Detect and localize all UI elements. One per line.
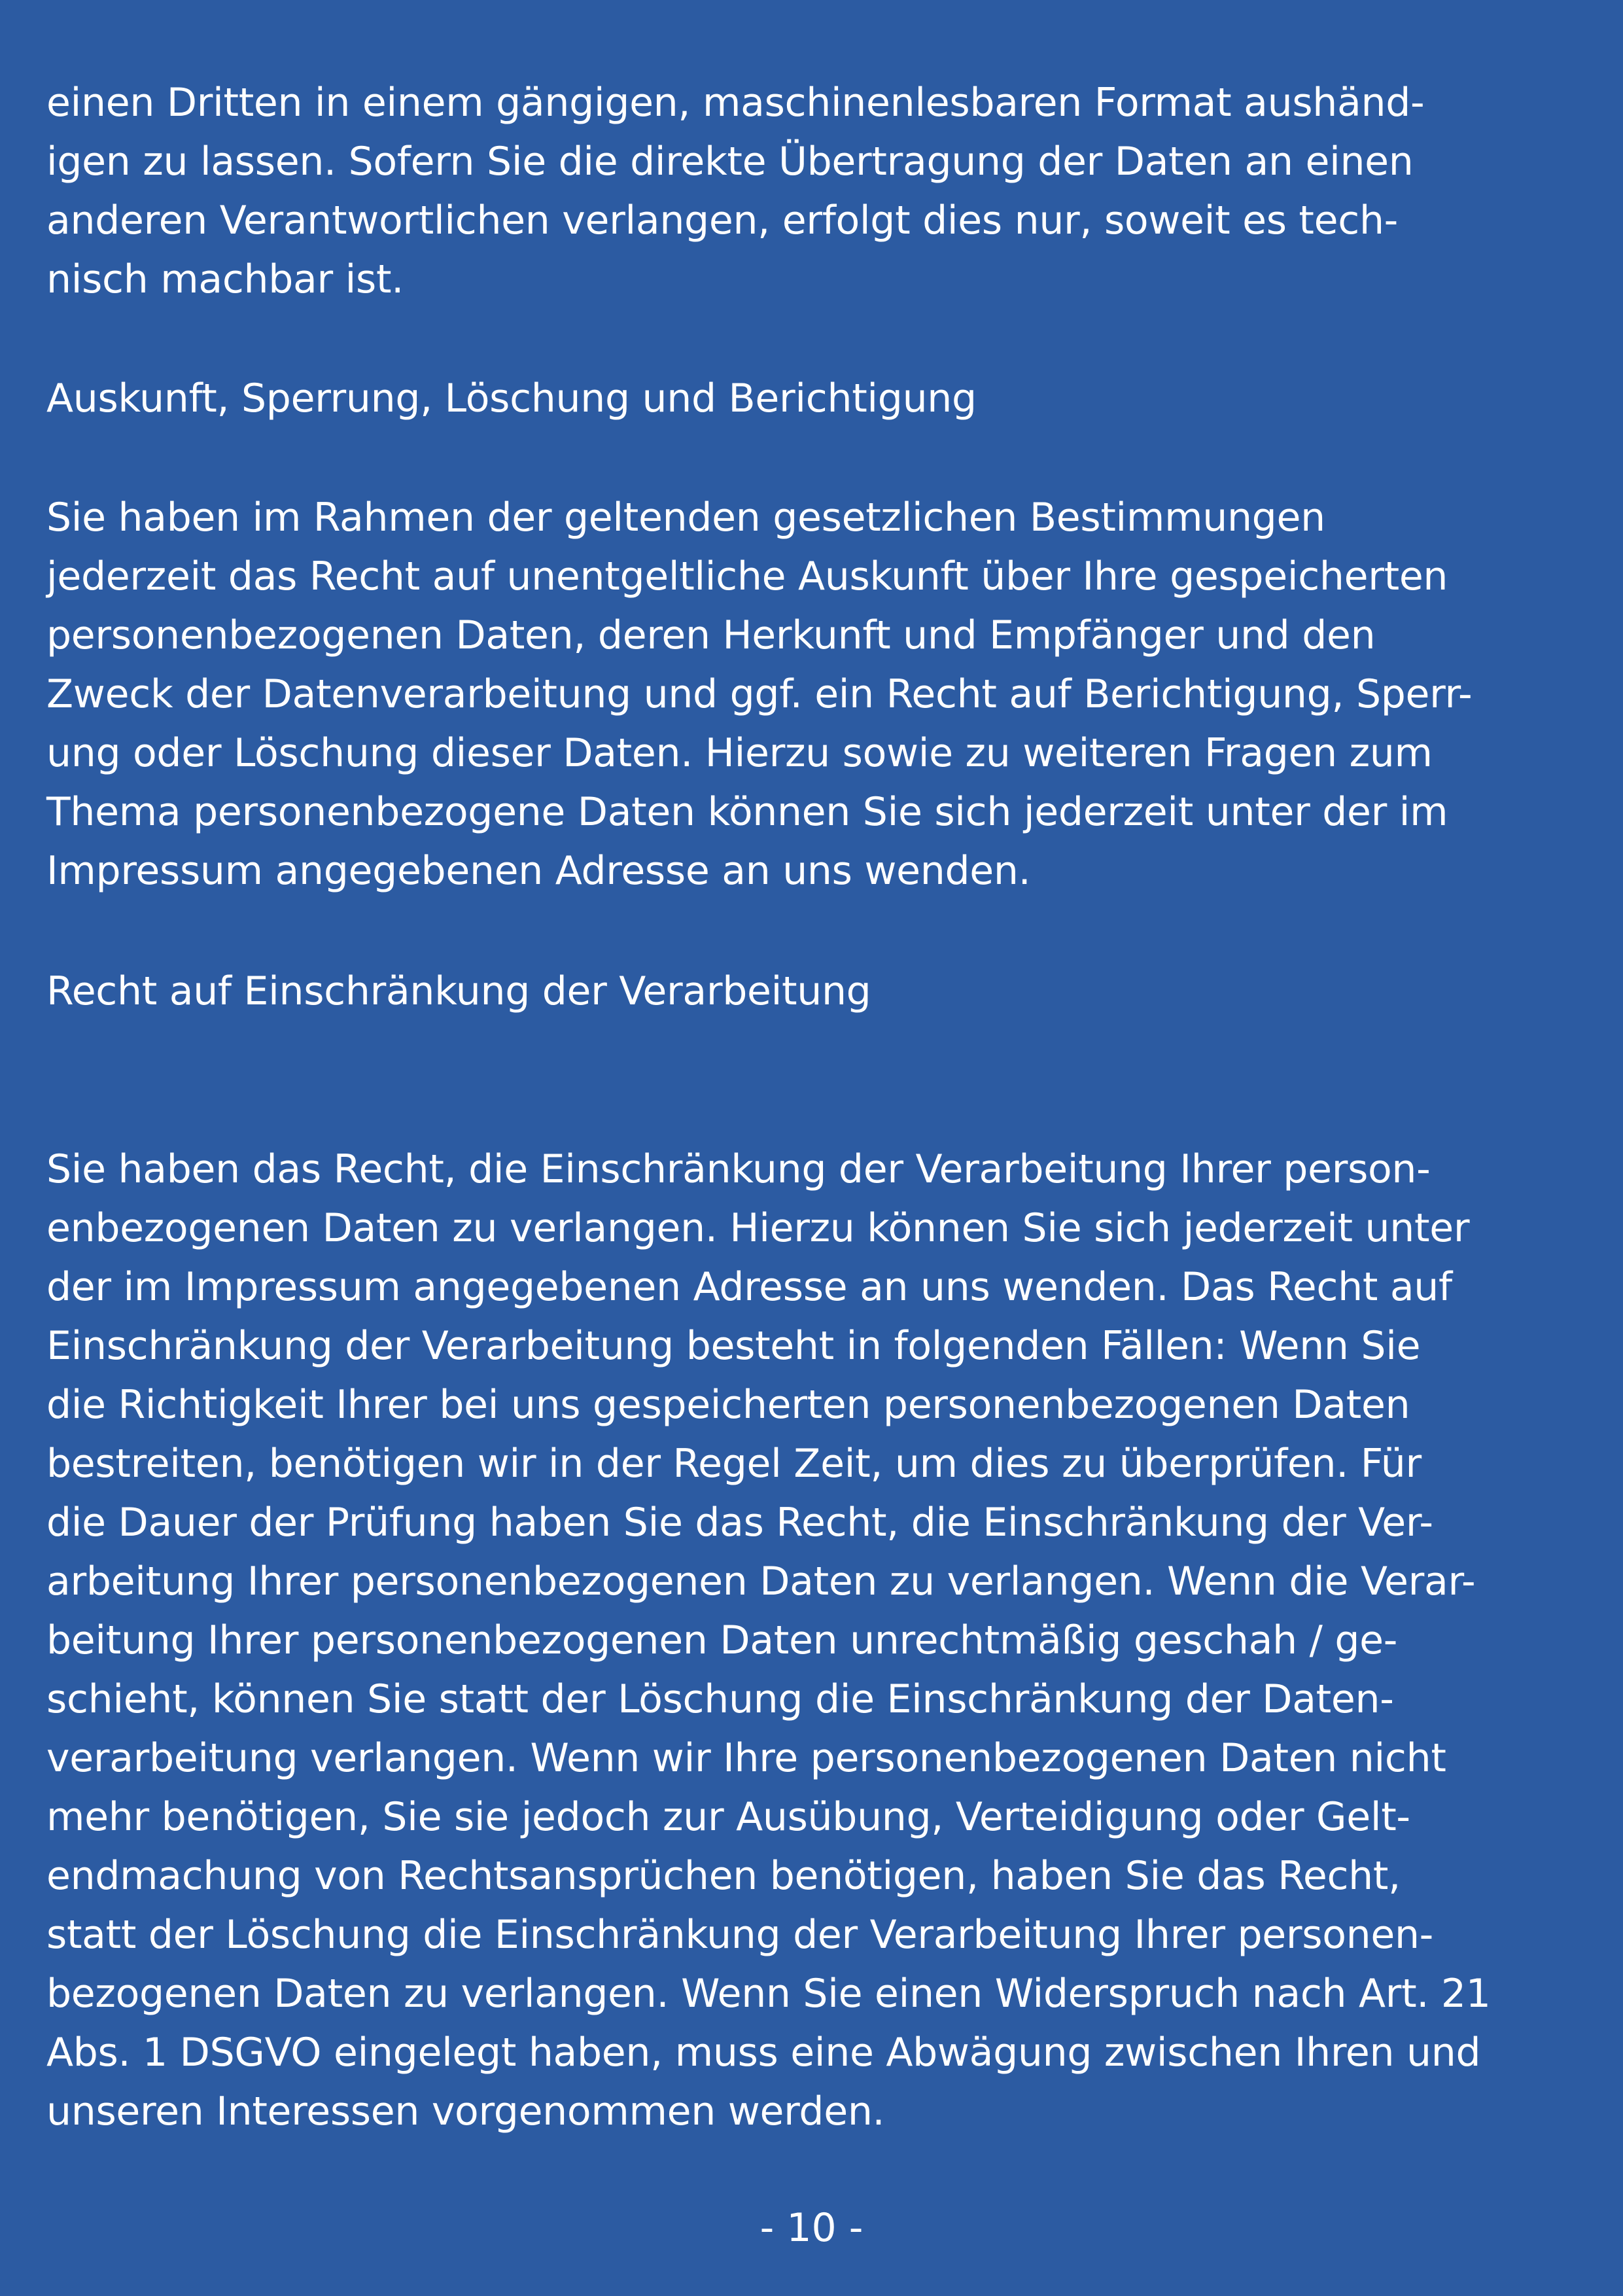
paragraph-3-line: schieht, können Sie statt der Löschung die Einschränkung der Daten- (46, 1676, 1394, 1722)
paragraph-3-line: die Richtigkeit Ihrer bei uns gespeicherten personenbezogenen Daten (46, 1382, 1410, 1428)
paragraph-3-line: die Dauer der Prüfung haben Sie das Recht, die Einschränkung der Ver- (46, 1500, 1433, 1545)
paragraph-3-line: enbezogenen Daten zu verlangen. Hierzu können Sie sich jederzeit unter (46, 1205, 1470, 1251)
page-number: - 10 - (759, 2205, 864, 2251)
paragraph-2-line: ung oder Löschung dieser Daten. Hierzu sowie zu weiteren Fragen zum (46, 730, 1433, 776)
paragraph-1-line: igen zu lassen. Sofern Sie die direkte Übertragung der Daten an einen (46, 139, 1414, 185)
paragraph-3-line: arbeitung Ihrer personenbezogenen Daten zu verlangen. Wenn die Verar- (46, 1559, 1476, 1604)
paragraph-3-line: Einschränkung der Verarbeitung besteht in folgenden Fällen: Wenn Sie (46, 1323, 1421, 1369)
paragraph-2-line: personenbezogenen Daten, deren Herkunft und Empfänger und den (46, 612, 1376, 658)
paragraph-3-line: verarbeitung verlangen. Wenn wir Ihre personenbezogenen Daten nicht (46, 1735, 1446, 1781)
paragraph-1-line: nisch machbar ist. (46, 256, 404, 302)
section-heading-einschraenkung: Recht auf Einschränkung der Verarbeitung (46, 968, 871, 1014)
paragraph-3-line: endmachung von Rechtsansprüchen benötigen, haben Sie das Recht, (46, 1853, 1401, 1899)
paragraph-2-line: Impressum angegebenen Adresse an uns wenden. (46, 848, 1031, 894)
paragraph-2-line: jederzeit das Recht auf unentgeltliche Auskunft über Ihre gespeicherten (46, 554, 1448, 599)
paragraph-2-line: Sie haben im Rahmen der geltenden gesetzlichen Bestimmungen (46, 495, 1325, 540)
paragraph-3-line: beitung Ihrer personenbezogenen Daten unrechtmäßig geschah / ge- (46, 1617, 1398, 1663)
paragraph-3-line: bestreiten, benötigen wir in der Regel Zeit, um dies zu überprüfen. Für (46, 1441, 1422, 1487)
paragraph-3-line: mehr benötigen, Sie sie jedoch zur Ausübung, Verteidigung oder Gelt- (46, 1794, 1410, 1840)
paragraph-2-line: Zweck der Datenverarbeitung und ggf. ein Recht auf Berichtigung, Sperr- (46, 671, 1473, 717)
paragraph-1-line: anderen Verantwortlichen verlangen, erfolgt dies nur, soweit es tech- (46, 198, 1399, 243)
paragraph-3-line: der im Impressum angegebenen Adresse an uns wenden. Das Recht auf (46, 1264, 1452, 1310)
paragraph-3-line: Abs. 1 DSGVO eingelegt haben, muss eine Abwägung zwischen Ihren und (46, 2030, 1481, 2075)
paragraph-1-line: einen Dritten in einem gängigen, maschinenlesbaren Format aushänd- (46, 80, 1425, 126)
paragraph-3-line: unseren Interessen vorgenommen werden. (46, 2089, 885, 2134)
paragraph-3-line: bezogenen Daten zu verlangen. Wenn Sie einen Widerspruch nach Art. 21 (46, 1971, 1491, 2017)
paragraph-3-line: Sie haben das Recht, die Einschränkung der Verarbeitung Ihrer person- (46, 1146, 1431, 1192)
paragraph-3-line: statt der Löschung die Einschränkung der Verarbeitung Ihrer personen- (46, 1912, 1434, 1958)
paragraph-2-line: Thema personenbezogene Daten können Sie sich jederzeit unter der im (46, 789, 1448, 835)
section-heading-auskunft: Auskunft, Sperrung, Löschung und Berichtigung (46, 376, 977, 421)
